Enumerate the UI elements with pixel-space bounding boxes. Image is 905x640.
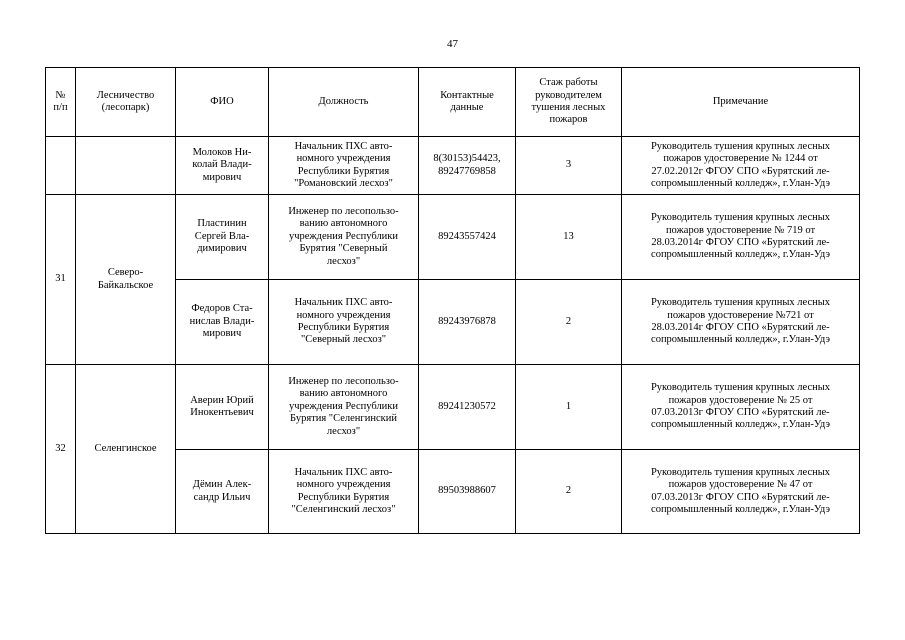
cell-note: Руководитель тушения крупных лесных пожаров удостоверение № 1244 от 27.02.2012г ФГОУ СПО «Бурятский ле- сопромышленный колледж», г.Улан-Удэ [622,137,860,195]
cell-num-empty [46,137,76,195]
cell-num: 31 [46,195,76,365]
cell-position: Инженер по лесопользо- ванию автономного учреждения Республики Бурятия "Северный лесхоз" [269,195,419,280]
cell-forestry-empty [76,137,176,195]
cell-fio: Федоров Ста- нислав Влади- мирович [176,280,269,365]
cell-forestry: Селенгинское [76,365,176,534]
cell-fio: Дёмин Алек- сандр Ильич [176,450,269,534]
cell-note: Руководитель тушения крупных лесных пожаров удостоверение № 47 от 07.03.2013г ФГОУ СПО «Бурятский ле- сопромышленный колледж», г.Улан-Удэ [622,450,860,534]
cell-contacts: 89241230572 [419,365,516,450]
cell-experience: 2 [516,280,622,365]
cell-contacts: 89243557424 [419,195,516,280]
cell-num: 32 [46,365,76,534]
table-row [46,365,860,450]
header-contacts: Контактные данные [419,68,516,137]
header-num: № п/п [46,68,76,137]
cell-contacts: 89503988607 [419,450,516,534]
cell-note: Руководитель тушения крупных лесных пожаров удостоверение № 25 от 07.03.2013г ФГОУ СПО «Бурятский ле- сопромышленный колледж», г.Улан-Удэ [622,365,860,450]
cell-note: Руководитель тушения крупных лесных пожаров удостоверение № 719 от 28.03.2014г ФГОУ СПО «Бурятский ле- сопромышленный колледж», г.Улан-Удэ [622,195,860,280]
cell-experience: 1 [516,365,622,450]
fire-managers-table [45,67,860,534]
cell-position: Начальник ПХС авто- номного учреждения Республики Бурятия "Северный лесхоз" [269,280,419,365]
cell-contacts: 8(30153)54423, 89247769858 [419,137,516,195]
cell-experience: 2 [516,450,622,534]
cell-position: Инженер по лесопользо- ванию автономного учреждения Республики Бурятия "Селенгинский лесхоз" [269,365,419,450]
header-forestry: Лесничество (лесопарк) [76,68,176,137]
cell-experience: 3 [516,137,622,195]
cell-experience: 13 [516,195,622,280]
cell-fio: Пластинин Сергей Вла- димирович [176,195,269,280]
cell-contacts: 89243976878 [419,280,516,365]
header-experience: Стаж работы руководителем тушения лесных пожаров [516,68,622,137]
cell-forestry: Северо- Байкальское [76,195,176,365]
table-row [46,137,860,195]
table-header-row [46,68,860,137]
header-position: Должность [269,68,419,137]
table-row [46,195,860,280]
header-note: Примечание [622,68,860,137]
page-number: 47 [447,38,458,50]
cell-position: Начальник ПХС авто- номного учреждения Республики Бурятия "Селенгинский лесхоз" [269,450,419,534]
cell-note: Руководитель тушения крупных лесных пожаров удостоверение №721 от 28.03.2014г ФГОУ СПО «Бурятский ле- сопромышленный колледж», г.Улан-Удэ [622,280,860,365]
cell-fio: Молоков Ни- колай Влади- мирович [176,137,269,195]
cell-fio: Аверин Юрий Инокентьевич [176,365,269,450]
header-fio: ФИО [176,68,269,137]
cell-position: Начальник ПХС авто- номного учреждения Республики Бурятия "Романовский лесхоз" [269,137,419,195]
